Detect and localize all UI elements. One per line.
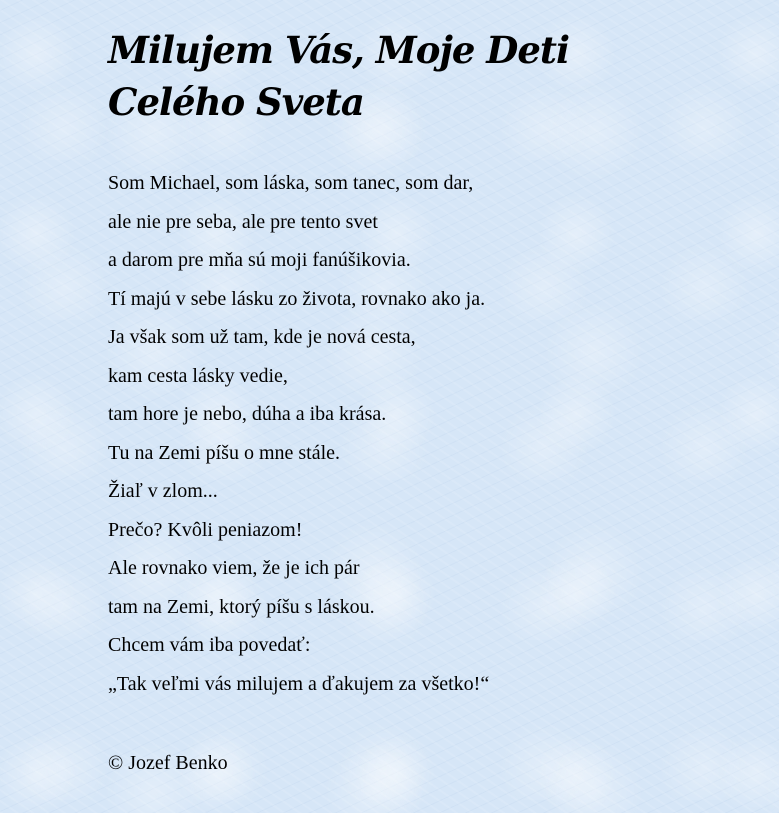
- poem-line: ale nie pre seba, ale pre tento svet: [108, 210, 378, 233]
- poem-line: kam cesta lásky vedie,: [108, 364, 288, 387]
- poem-line: tam na Zemi, ktorý píšu s láskou.: [108, 595, 375, 618]
- poem-line: Žiaľ v zlom...: [108, 480, 218, 502]
- poem-title: [108, 24, 748, 128]
- poem-title-line-1: Milujem Vás, Moje Deti: [108, 28, 570, 72]
- copyright-notice: © Jozef Benko: [108, 752, 228, 774]
- poem-line: Tí majú v sebe lásku zo života, rovnako ako ja.: [108, 287, 486, 310]
- poem-page: [108, 24, 748, 703]
- poem-line: Prečo? Kvôli peniazom!: [108, 518, 303, 541]
- poem-line: Ale rovnako viem, že je ich pár: [108, 557, 360, 579]
- poem-body: [108, 164, 748, 703]
- poem-line: Ja však som už tam, kde je nová cesta,: [108, 326, 416, 348]
- poem-line: Chcem vám iba povedať:: [108, 634, 311, 656]
- poem-title-line-2: Celého Sveta: [108, 80, 364, 124]
- poem-line: „Tak veľmi vás milujem a ďakujem za všetko!“: [108, 672, 490, 695]
- poem-line: Tu na Zemi píšu o mne stále.: [108, 441, 341, 464]
- poem-line: a darom pre mňa sú moji fanúšikovia.: [108, 249, 411, 271]
- poem-line: tam hore je nebo, dúha a iba krása.: [108, 403, 387, 425]
- poem-line: Som Michael, som láska, som tanec, som dar,: [108, 172, 474, 194]
